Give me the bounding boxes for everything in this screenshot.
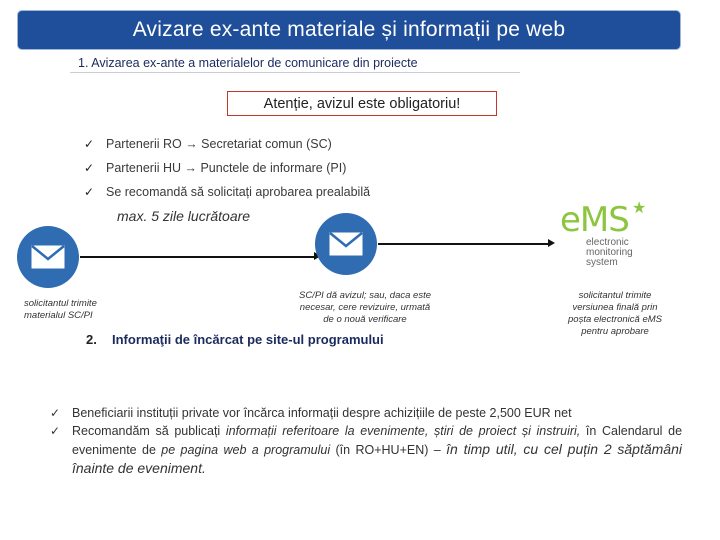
step-1-caption: solicitantul trimite materialul SC/PI <box>24 298 97 321</box>
text-run: (în RO+HU+EN) – <box>330 443 447 457</box>
ems-logo <box>560 200 660 268</box>
list-item-text: Beneficiarii instituții private vor încărca informații despre achizițiile de peste 2,500 EUR net <box>72 406 572 420</box>
page-title-text: Avizare ex-ante materiale și informații pe web <box>132 18 566 41</box>
list-item-text: Partenerii RO → Secretariat comun (SC) <box>106 137 332 151</box>
list-item <box>50 422 682 478</box>
step-2-caption: SC/PI dă avizul; sau, daca este necesar, cere revizuire, urmată de o nouă verificare <box>298 290 432 325</box>
warning-box <box>227 91 497 116</box>
page-title <box>18 11 680 49</box>
list-item-text: Se recomandă să solicitați aprobarea prealabilă <box>106 185 371 199</box>
text-run-emphasis: în timp util, cu cel puțin 2 săptămâni înainte de eveniment. <box>72 441 682 476</box>
list-item-text <box>72 422 682 478</box>
step-3-caption: solicitantul trimite versiunea finală prin poșta electronică eMS pentru aprobare <box>568 290 662 337</box>
section-1-heading: 1. Avizarea ex-ante a materialelor de comunicare din proiecte <box>78 56 418 70</box>
text-run: Recomandăm să publicați <box>72 424 226 438</box>
ems-logo-line2: monitoring <box>586 247 633 258</box>
ems-logo-line3: system <box>586 257 618 268</box>
envelope-icon <box>329 232 363 256</box>
text-run-italic: pe pagina web a programului <box>161 443 331 457</box>
envelope-icon <box>31 245 65 269</box>
step-2-mail-icon <box>315 213 377 275</box>
list-item <box>84 132 370 156</box>
bottom-list <box>50 404 682 478</box>
list-item <box>84 180 370 204</box>
checklist <box>84 132 370 204</box>
flow-arrow-1 <box>80 256 316 258</box>
arrowhead-icon <box>548 239 555 247</box>
section-2-title: Informaţii de încărcat pe site-ul programului <box>112 332 384 347</box>
list-item-text: Partenerii HU → Punctele de informare (PI) <box>106 161 347 175</box>
check-icon: ✓ <box>84 137 95 151</box>
list-item <box>84 156 370 180</box>
ems-logo-mark: eMS <box>560 200 629 240</box>
divider <box>70 72 520 73</box>
duration-label: max. 5 zile lucrătoare <box>117 208 251 224</box>
list-item <box>50 404 682 422</box>
text-run-italic: informații referitoare la evenimente, știri de proiect și instruiri, <box>225 424 581 438</box>
ems-logo-line1: electronic <box>586 237 629 248</box>
warning-text: Atenție, avizul este obligatoriu! <box>263 95 461 112</box>
check-icon: ✓ <box>84 161 95 175</box>
star-icon: ★ <box>632 200 647 217</box>
check-icon: ✓ <box>84 185 95 199</box>
check-icon: ✓ <box>50 406 61 420</box>
text-run: în Calendarul de evenimente de <box>72 424 683 457</box>
section-2-heading <box>86 332 384 347</box>
step-1-mail-icon <box>17 226 79 288</box>
check-icon: ✓ <box>50 424 61 438</box>
flow-arrow-2 <box>378 243 550 245</box>
section-2-number: 2. <box>86 332 97 347</box>
